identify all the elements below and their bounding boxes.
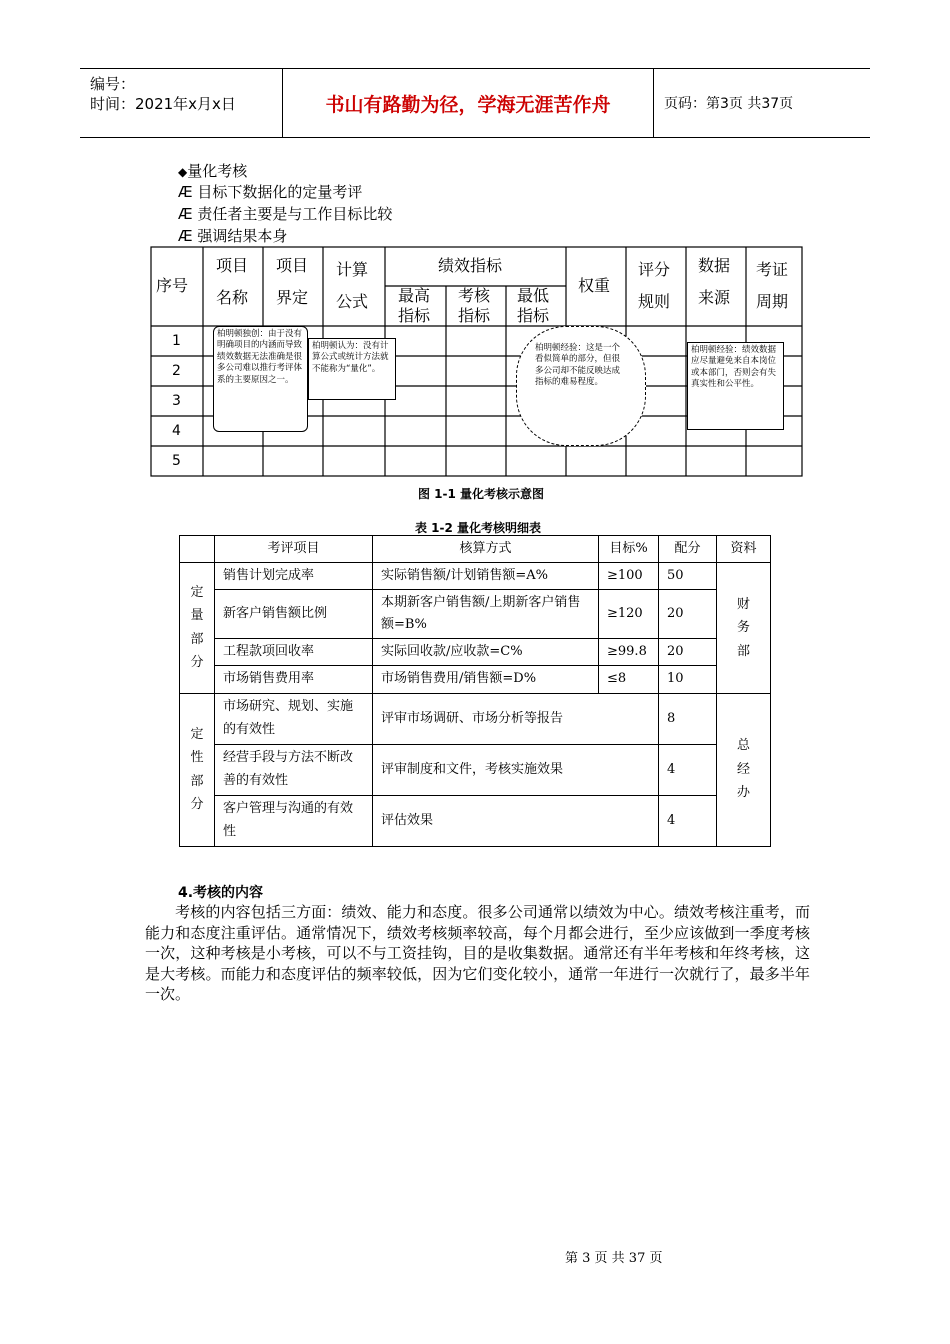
quant-section-label: 定量部分 xyxy=(180,563,215,693)
header-seq: 序号 xyxy=(156,276,189,295)
doc-time-label: 时间：2021年x月x日 xyxy=(90,95,236,113)
header-page-info: 页码：第3页 共37页 xyxy=(664,96,794,112)
bullet-item: Æ 强调结果本身 xyxy=(178,227,288,245)
note-cloud: 柏明顿经验：这是一个看似简单的部分，但很多公司却不能反映达成指标的难易程度。 xyxy=(516,326,646,446)
table-row: 经营手段与方法不断改善的有效性 评审制度和文件，考核实施效果 4 xyxy=(180,744,771,795)
header-item-name: 项目 xyxy=(216,256,249,275)
header-perf-low: 最低 xyxy=(517,286,550,305)
table-row: 市场销售费用率 市场销售费用/销售额=D% ≤8 10 xyxy=(180,666,771,693)
row-number: 5 xyxy=(172,453,181,469)
header-perf-check: 考核 xyxy=(458,286,491,305)
assessment-detail-table xyxy=(179,535,771,847)
page-footer: 第 3 页 共 37 页 xyxy=(565,1251,663,1266)
section-title: 4.考核的内容 xyxy=(178,885,264,901)
bullet-title: ◆量化考核 xyxy=(178,162,248,180)
table-row: 客户管理与沟通的有效性 评估效果 4 xyxy=(180,795,771,846)
header-rule: 评分 xyxy=(638,260,671,279)
header-perf-high: 最高 xyxy=(398,286,431,305)
header-item-def: 项目 xyxy=(276,256,309,275)
qual-source: 总经办 xyxy=(717,693,771,846)
note-bubble: 柏明顿独创：由于没有明确项目的内涵而导致绩效数据无法准确是很多公司难以推行考评体系的主要原因之一。 xyxy=(213,326,308,432)
table-header-cell: 核算方式 xyxy=(373,536,599,563)
table-header-row xyxy=(180,536,771,563)
row-number: 1 xyxy=(172,333,181,349)
row-number: 4 xyxy=(172,423,181,439)
row-number: 3 xyxy=(172,393,181,409)
section-paragraph: 考核的内容包括三方面：绩效、能力和态度。很多公司通常以绩效为中心。绩效考核注重考，而能力和态度注重评估。通常情况下，绩效考核频率较高，每个月都会进行，至少应该做到一季度考核一次，这种考核是小考核，可以不与工资挂钩，目的是收集数据。通常还有半年考核和年终考核，这是大考核。而能力和态度评估的频率较低，因为它们变化较小，通常一年进行一次就行了，最多半年一次。 xyxy=(145,903,810,1003)
header-perf: 绩效指标 xyxy=(438,256,503,275)
header-weight: 权重 xyxy=(578,276,611,295)
header-calc: 计算 xyxy=(336,260,369,279)
note-box: 柏明顿认为：没有计算公式或统计方法就不能称为“量化”。 xyxy=(308,338,396,400)
qual-section-label: 定性部分 xyxy=(180,693,215,846)
table-header-cell: 资料 xyxy=(717,536,771,563)
quant-source: 财务部 xyxy=(717,563,771,693)
table-header-cell: 配分 xyxy=(659,536,717,563)
figure-caption: 图 1-1 量化考核示意图 xyxy=(418,487,545,501)
header-motto: 书山有路勤为径，学海无涯苦作舟 xyxy=(283,69,654,137)
doc-number-label: 编号： xyxy=(90,75,136,93)
table-row: 工程款项回收率 实际回收款/应收款=C% ≥99.8 20 xyxy=(180,639,771,666)
row-number: 2 xyxy=(172,363,181,379)
table-row: 定性部分 市场研究、规划、实施的有效性 评审市场调研、市场分析等报告 8 总经办 xyxy=(180,693,771,744)
bullet-item: Æ 责任者主要是与工作目标比较 xyxy=(178,205,393,223)
table-row: 新客户销售额比例 本期新客户销售额/上期新客户销售额=B% ≥120 20 xyxy=(180,590,771,639)
table-caption: 表 1-2 量化考核明细表 xyxy=(415,521,542,535)
header-meta xyxy=(80,69,283,137)
table-header-cell: 目标% xyxy=(599,536,659,563)
quantitative-assessment-figure: 序号 项目 名称 项目 界定 计算 公式 绩效指标 最高 指标 考核 指标 最低 指标 权重 评分 规则 数据 来源 考证 周期 1 2 3 4 5 柏明顿独创：由于没有明确项目的内涵而导致绩效数据无法准确是很多公司难以推行考评体系的主要原因之一。 柏明顿认为：没有计算公式或统计方法就不能称为“量化”。 柏明顿经验：这是一个看似简单的部分，但很多公司却不能反映达成指标的难易程度。 柏明顿经验：绩效数据应尽量避免来自本岗位或本部门，否则会有失真实性和公平性。 xyxy=(150,246,803,478)
table-row: 定量部分 销售计划完成率 实际销售额/计划销售额=A% ≥100 50 财务部 xyxy=(180,563,771,590)
note-box: 柏明顿经验：绩效数据应尽量避免来自本岗位或本部门，否则会有失真实性和公平性。 xyxy=(687,342,784,430)
header-data-source: 数据 xyxy=(698,256,731,275)
header-verify: 考证 xyxy=(756,260,789,279)
table-header-cell: 考评项目 xyxy=(215,536,373,563)
diamond-bullet-icon: ◆ xyxy=(178,165,188,179)
page-header xyxy=(80,68,870,138)
bullet-item: Æ 目标下数据化的定量考评 xyxy=(178,183,363,201)
